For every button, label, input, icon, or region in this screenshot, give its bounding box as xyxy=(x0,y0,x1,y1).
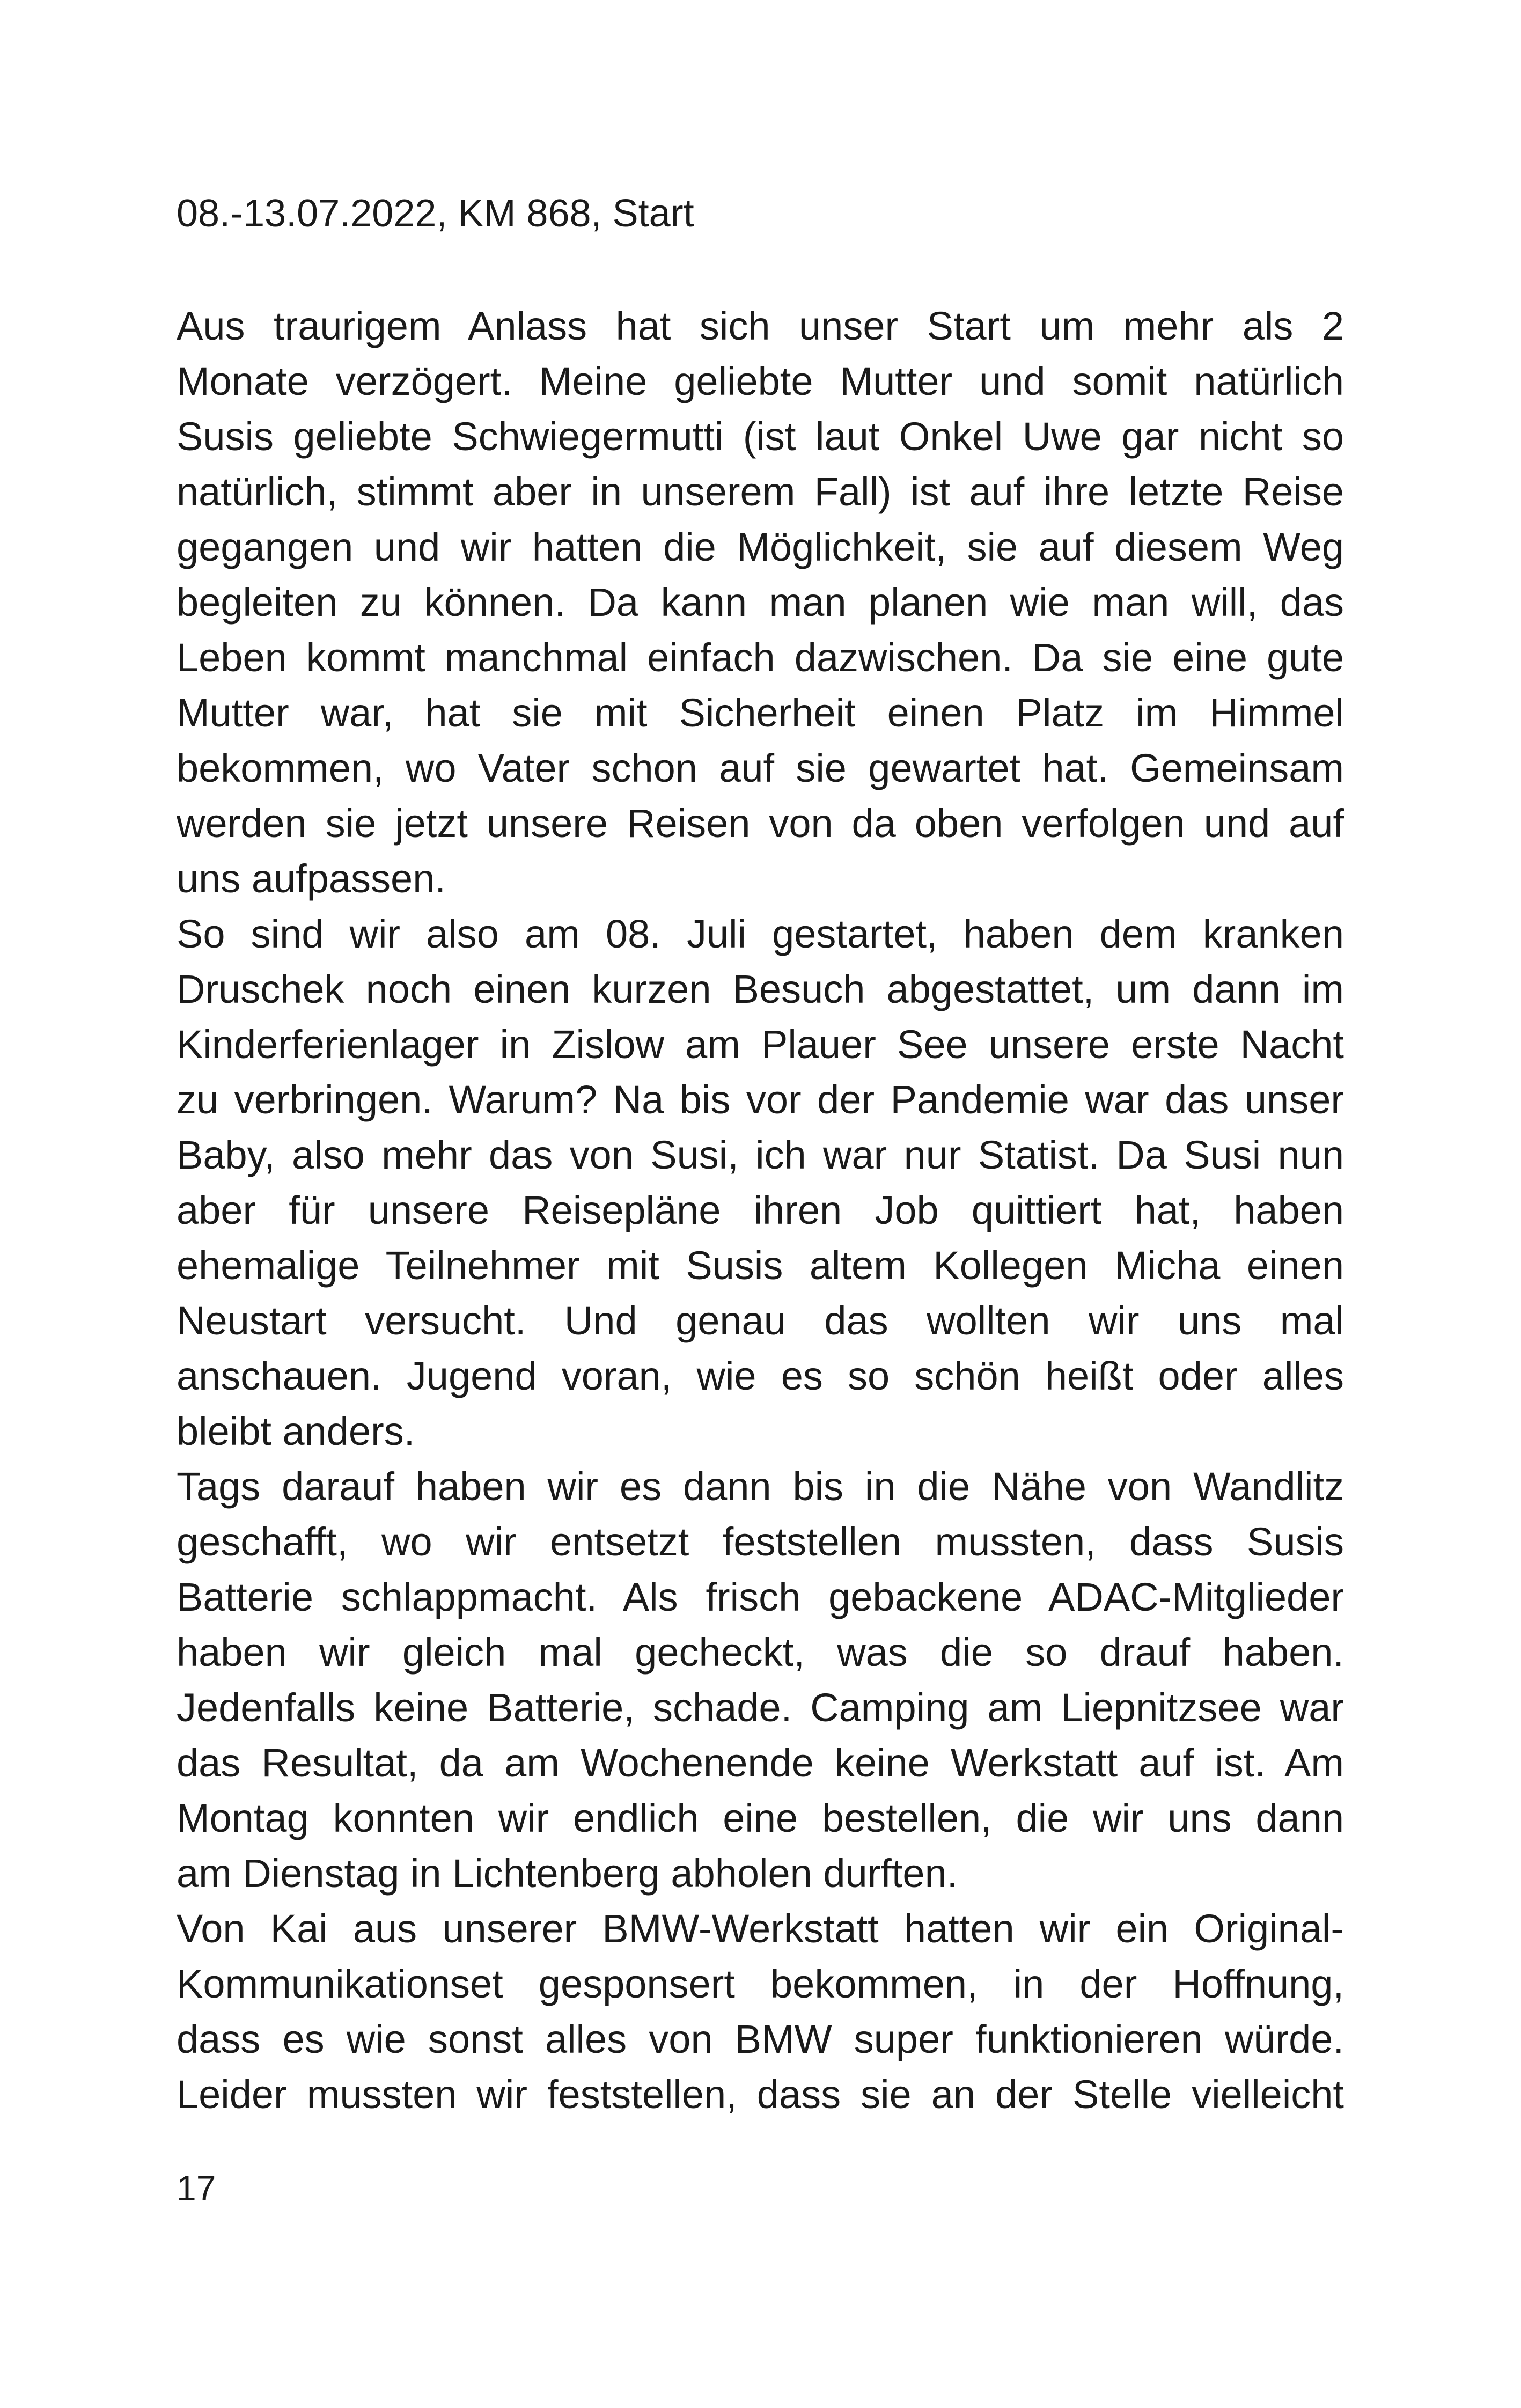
text-line: Von Kai aus unserer BMW-Werkstatt hatten wir ein Original- xyxy=(177,1906,1344,1951)
text-line: Tags darauf haben wir es dann bis in die Nähe von Wandlitz xyxy=(177,1464,1344,1509)
text-line: Monate verzögert. Meine geliebte Mutter und somit natürlich xyxy=(177,359,1344,403)
text-line: begleiten zu können. Da kann man planen wie man will, das xyxy=(177,580,1344,625)
text-line: werden sie jetzt unsere Reisen von da oben verfolgen und auf xyxy=(177,801,1344,846)
text-line: Batterie schlappmacht. Als frisch gebackene ADAC-Mitglieder xyxy=(177,1575,1344,1619)
text-line: Kinderferienlager in Zislow am Plauer See unsere erste Nacht xyxy=(177,1022,1344,1067)
text-line: uns aufpassen. xyxy=(177,856,446,901)
text-line: Aus traurigem Anlass hat sich unser Start um mehr als 2 xyxy=(177,304,1344,348)
text-line: haben wir gleich mal gecheckt, was die so drauf haben. xyxy=(177,1630,1344,1675)
text-line: Jedenfalls keine Batterie, schade. Camping am Liepnitzsee war xyxy=(177,1685,1344,1730)
text-line: Druschek noch einen kurzen Besuch abgestattet, um dann im xyxy=(177,967,1344,1011)
text-line: Susis geliebte Schwiegermutti (ist laut Onkel Uwe gar nicht so xyxy=(177,414,1344,459)
text-line: gegangen und wir hatten die Möglichkeit, sie auf diesem Weg xyxy=(177,525,1344,569)
page-number: 17 xyxy=(177,2168,216,2208)
text-line: das Resultat, da am Wochenende keine Werkstatt auf ist. Am xyxy=(177,1741,1344,1785)
text-line: dass es wie sonst alles von BMW super funktionieren würde. xyxy=(177,2017,1344,2061)
page-heading: 08.-13.07.2022, KM 868, Start xyxy=(177,192,694,235)
text-line: anschauen. Jugend voran, wie es so schön heißt oder alles xyxy=(177,1354,1344,1398)
text-line: bekommen, wo Vater schon auf sie gewartet hat. Gemeinsam xyxy=(177,746,1344,790)
text-line: am Dienstag in Lichtenberg abholen durften. xyxy=(177,1851,958,1896)
text-line: ehemalige Teilnehmer mit Susis altem Kollegen Micha einen xyxy=(177,1243,1344,1288)
text-line: Montag konnten wir endlich eine bestellen, die wir uns dann xyxy=(177,1796,1344,1840)
text-line: Kommunikationset gesponsert bekommen, in der Hoffnung, xyxy=(177,1962,1344,2006)
text-line: Baby, also mehr das von Susi, ich war nur Statist. Da Susi nun xyxy=(177,1133,1344,1177)
text-line: natürlich, stimmt aber in unserem Fall) ist auf ihre letzte Reise xyxy=(177,469,1344,514)
text-line: bleibt anders. xyxy=(177,1409,415,1453)
text-line: Mutter war, hat sie mit Sicherheit einen Platz im Himmel xyxy=(177,691,1344,735)
text-line: So sind wir also am 08. Juli gestartet, haben dem kranken xyxy=(177,912,1344,956)
text-line: aber für unsere Reisepläne ihren Job quittiert hat, haben xyxy=(177,1188,1344,1232)
text-line: Leider mussten wir feststellen, dass sie an der Stelle vielleicht xyxy=(177,2072,1344,2117)
body-text xyxy=(177,298,1344,2122)
text-line: Neustart versucht. Und genau das wollten wir uns mal xyxy=(177,1298,1344,1343)
text-line: zu verbringen. Warum? Na bis vor der Pandemie war das unser xyxy=(177,1077,1344,1122)
text-line: geschafft, wo wir entsetzt feststellen mussten, dass Susis xyxy=(177,1519,1344,1564)
text-line: Leben kommt manchmal einfach dazwischen. Da sie eine gute xyxy=(177,635,1344,680)
